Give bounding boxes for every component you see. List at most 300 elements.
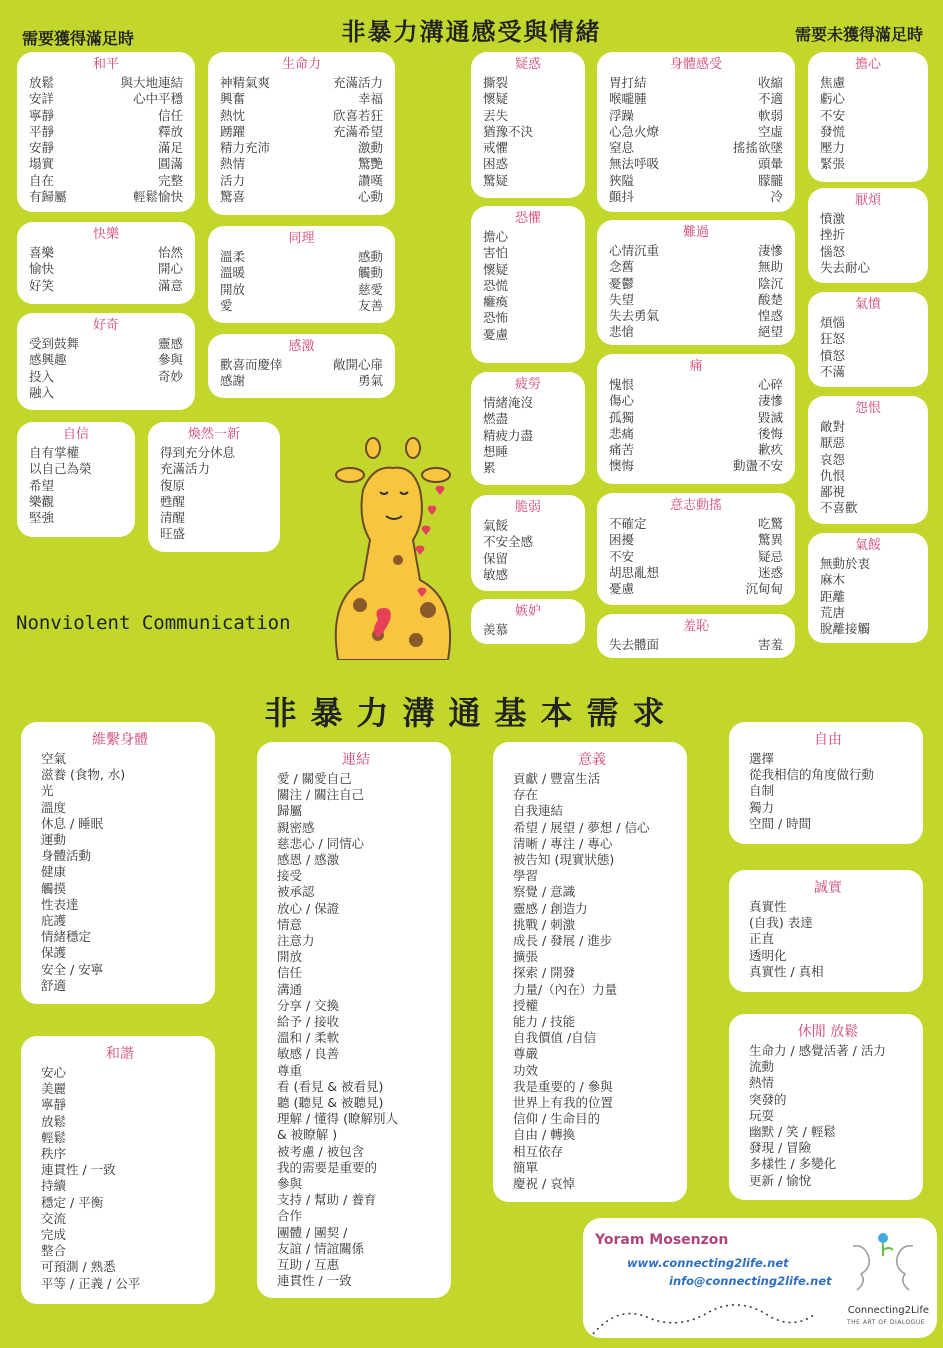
card-annoyed (808, 188, 928, 283)
word-item: 完整 (157, 172, 183, 188)
word-item: 哀怨 (820, 451, 846, 467)
word-item: 連貫性 / 一致 (277, 1273, 352, 1289)
word-item: 不安全感 (483, 534, 534, 550)
word-item: 熱情 (749, 1075, 775, 1091)
card-body (29, 445, 123, 526)
card-title: 維繫身體 (92, 732, 148, 748)
card-title: 痛 (689, 359, 703, 374)
word-item: 懊悔 (609, 458, 635, 474)
word-item: 挫折 (820, 227, 846, 243)
word-item: 毀滅 (757, 409, 783, 425)
word-item: 信任 (277, 965, 303, 981)
word-item: 奇妙 (157, 368, 183, 384)
word-item: 連貫性 / 一致 (41, 1162, 116, 1178)
word-item: 身體活動 (41, 848, 92, 864)
need-leisure (729, 1014, 923, 1200)
card-title: 疲勞 (514, 377, 541, 392)
word-item: 失去體面 (609, 637, 660, 652)
word-item: 孤獨 (609, 409, 635, 425)
word-item: 不確定 (609, 516, 647, 531)
word-item: 情緒淹沒 (483, 395, 534, 410)
card-body (609, 377, 783, 475)
word-item: 荒唐 (820, 604, 846, 620)
word-item: 麻木 (820, 572, 846, 588)
word-item: 能力 / 技能 (513, 1014, 576, 1030)
word-item: 熱情 (220, 156, 246, 172)
card-disheart (808, 533, 928, 643)
card-body (741, 1043, 915, 1189)
card-body (29, 75, 183, 205)
word-item: 希望 / 展望 / 夢想 / 信心 (513, 819, 650, 835)
word-column (158, 245, 183, 294)
card-title: 自由 (814, 732, 842, 748)
word-item: 困擾 (609, 532, 635, 548)
word-item: 鄙視 (820, 484, 846, 500)
word-item: 愛 (220, 297, 233, 313)
word-item: 自我價值 /自信 (513, 1030, 597, 1046)
word-column (333, 75, 383, 205)
word-item: 愛 / 關愛自己 (277, 771, 352, 786)
card-body (820, 556, 916, 637)
word-item: 發慌 (820, 123, 846, 139)
giraffe-icon (336, 438, 450, 660)
word-item: 安全 / 安寧 (41, 961, 104, 977)
word-column (733, 75, 783, 205)
word-item: 保留 (483, 550, 509, 566)
word-item: 軟弱 (757, 107, 783, 123)
word-item: 失去勇氣 (609, 308, 660, 324)
word-item: 敵對 (820, 419, 846, 434)
word-item: 與大地連結 (120, 75, 183, 90)
card-shame (597, 614, 795, 658)
card-title: 厭煩 (854, 193, 881, 208)
word-item: 開放 (220, 281, 246, 297)
card-title: 生命力 (281, 57, 321, 72)
word-item: 不安 (609, 548, 635, 564)
word-item: 感恩 / 感激 (277, 852, 340, 868)
word-item: 注意力 (277, 933, 315, 949)
word-item: 分享 / 交換 (277, 997, 340, 1013)
need-connection (257, 742, 451, 1298)
word-item: 透明化 (749, 947, 787, 963)
word-item: 以自己為榮 (29, 461, 92, 477)
word-item: 興奮 (220, 91, 246, 107)
word-item: 懷疑 (483, 91, 509, 107)
word-item: 輕鬆 (41, 1129, 67, 1145)
card-doubt (471, 52, 585, 198)
word-item: 看 (看見 & 被看見) (277, 1078, 384, 1094)
word-item: 迷惑 (757, 564, 783, 580)
word-item: 傷心 (609, 393, 635, 409)
card-title: 意義 (578, 752, 606, 768)
word-column (277, 771, 398, 1290)
website-link[interactable]: www.connecting2life.net (627, 1256, 789, 1270)
word-item: 功效 (513, 1062, 539, 1078)
card-tired (471, 372, 585, 485)
word-column (820, 556, 870, 637)
word-item: 勇氣 (357, 373, 383, 389)
word-item: 圓滿 (157, 156, 183, 172)
card-title: 脆弱 (514, 500, 541, 515)
word-item: 投入 (29, 368, 55, 384)
word-item: 庇護 (41, 913, 67, 929)
card-body (820, 419, 916, 517)
word-item: 恐怖 (483, 310, 509, 326)
word-item: 踴躍 (220, 123, 246, 139)
word-column (483, 395, 533, 476)
email-link[interactable]: info@connecting2life.net (669, 1274, 832, 1288)
word-column (158, 336, 183, 401)
faces-logo-icon (843, 1226, 923, 1296)
word-item: 團體 / 團契 / (277, 1224, 348, 1240)
word-column (758, 243, 783, 341)
word-item: 自在 (29, 172, 55, 188)
word-item: 觸摸 (41, 880, 67, 896)
word-item: 擔心 (483, 229, 509, 244)
word-item: 喜樂 (29, 245, 55, 260)
word-item: 後悔 (757, 425, 783, 441)
card-body (483, 75, 573, 189)
word-column (820, 419, 858, 517)
word-item: 突發的 (749, 1091, 787, 1107)
word-item: 選擇 (749, 751, 775, 766)
card-fragile (471, 495, 585, 591)
word-item: 授權 (513, 997, 539, 1013)
word-item: 失去耐心 (820, 259, 871, 275)
word-item: 放鬆 (41, 1113, 67, 1129)
card-title: 同理 (288, 231, 315, 246)
author-name: Yoram Mosenzon (595, 1232, 729, 1248)
word-item: 愧恨 (609, 377, 635, 392)
card-body (820, 211, 916, 276)
card-body (483, 622, 573, 638)
word-item: 心碎 (757, 377, 783, 392)
word-item: 融入 (29, 384, 55, 400)
card-title: 誠實 (814, 880, 842, 896)
word-item: 被考慮 / 被包含 (277, 1143, 365, 1159)
word-item: 溫和 / 柔軟 (277, 1030, 340, 1046)
word-item: 淒慘 (757, 393, 783, 409)
word-item: 壓力 (820, 140, 846, 156)
card-title: 擔心 (854, 57, 881, 72)
card-body (741, 899, 915, 980)
card-resent (808, 396, 928, 524)
word-item: 參與 (157, 352, 183, 368)
word-item: 開心 (157, 261, 183, 277)
card-grateful (208, 334, 395, 398)
word-item: 流動 (749, 1059, 775, 1075)
word-item: 羨慕 (483, 622, 509, 637)
word-item: 尊嚴 (513, 1046, 539, 1062)
word-item: 靈感 (157, 336, 183, 351)
word-item: 希望 (29, 477, 55, 493)
word-item: 察覺 / 意識 (513, 884, 576, 900)
word-item: 驚異 (757, 532, 783, 548)
word-item: 猶豫不決 (483, 123, 534, 139)
word-item: 安詳 (29, 91, 55, 107)
word-item: 戒懼 (483, 140, 509, 156)
word-item: 無動於衷 (820, 556, 871, 571)
word-item: 怡然 (157, 245, 183, 260)
word-item: 情意 (277, 916, 303, 932)
card-title: 快樂 (92, 227, 119, 242)
word-item: 放鬆 (29, 75, 55, 90)
word-item: 復原 (160, 477, 186, 493)
word-column (483, 518, 533, 583)
word-item: 理解 / 懂得 (瞭解別人 (277, 1111, 399, 1127)
word-item: 脫離接觸 (820, 621, 871, 637)
word-item: 交流 (41, 1210, 67, 1226)
word-item: 驚疑 (483, 172, 509, 188)
word-item: 挑戰 / 刺激 (513, 916, 576, 932)
word-item: 距離 (820, 588, 846, 604)
card-body (160, 445, 268, 543)
word-item: 神精氣爽 (220, 75, 271, 90)
word-item: 滿意 (157, 277, 183, 293)
word-column (749, 751, 874, 832)
brand-logo: Connecting2Life (847, 1305, 929, 1316)
word-column (220, 357, 283, 390)
word-column (733, 377, 783, 475)
word-item: 滋養 (食物, 水) (41, 767, 126, 783)
word-item: 發現 / 冒險 (749, 1140, 812, 1156)
word-item: 自由 / 轉換 (513, 1127, 576, 1143)
word-item: 無助 (757, 259, 783, 275)
word-item: 憂慮 (609, 581, 635, 597)
word-item: 胡思亂想 (609, 564, 660, 580)
word-item: 受到鼓舞 (29, 336, 80, 351)
word-item: 穩定 / 平衡 (41, 1194, 104, 1210)
word-item: 敞開心扉 (332, 357, 383, 372)
word-item: 互助 / 互惠 (277, 1257, 340, 1273)
word-item: 熱忱 (220, 107, 246, 123)
card-body (483, 229, 573, 343)
word-item: 親密感 (277, 819, 315, 835)
card-title: 感激 (288, 339, 315, 354)
word-column (29, 445, 92, 526)
word-item: 虧心 (820, 91, 846, 107)
word-item: 自制 (749, 783, 775, 799)
word-item: 有歸屬 (29, 189, 67, 205)
card-peace (17, 52, 195, 212)
card-title: 難過 (682, 225, 709, 240)
word-item: 動盪不安 (732, 458, 783, 474)
word-item: 持續 (41, 1178, 67, 1194)
word-item: 收縮 (757, 75, 783, 90)
card-worry (808, 52, 928, 182)
word-column (745, 516, 783, 597)
word-item: 絕望 (757, 324, 783, 340)
word-item: 給予 / 接收 (277, 1014, 340, 1030)
word-item: 玩耍 (749, 1107, 775, 1123)
word-item: 真實性 (749, 899, 787, 914)
word-item: 厭惡 (820, 435, 846, 451)
word-item: 保護 (41, 945, 67, 961)
need-integrity (729, 870, 923, 992)
word-item: 悲痛 (609, 425, 635, 441)
word-column (483, 229, 508, 343)
word-item: 好笑 (29, 277, 55, 293)
word-column (160, 445, 235, 543)
word-item: 沉甸甸 (745, 581, 783, 597)
word-item: 幽默 / 笑 / 輕鬆 (749, 1124, 836, 1140)
nvc-label: Nonviolent Communication (16, 612, 291, 634)
word-item: 靈感 / 創造力 (513, 900, 588, 916)
word-item: 歉疚 (757, 442, 783, 458)
footer-card (583, 1218, 937, 1338)
word-column (609, 243, 659, 341)
word-item: & 被瞭解 ) (277, 1127, 338, 1143)
card-title: 自信 (62, 427, 89, 442)
card-title: 氣憤 (854, 297, 881, 312)
word-column (513, 771, 649, 1192)
word-item: 胃打結 (609, 75, 647, 90)
card-body (820, 75, 916, 173)
word-item: 充滿希望 (332, 123, 383, 139)
word-column (29, 245, 54, 294)
word-item: 真實性 / 真相 (749, 963, 824, 979)
card-body (741, 751, 915, 832)
word-item: 關注 / 關注自己 (277, 787, 365, 803)
word-column (220, 75, 270, 205)
word-item: 力量/（內在）力量 (513, 981, 618, 997)
word-item: 信仰 / 生命目的 (513, 1111, 601, 1127)
word-column (609, 516, 659, 597)
word-item: 從我相信的角度做行動 (749, 767, 875, 783)
word-item: 得到充分休息 (160, 445, 236, 460)
word-item: 氣餒 (483, 518, 509, 533)
word-item: 學習 (513, 868, 539, 884)
word-item: 癱瘓 (483, 294, 509, 310)
word-item: 失望 (609, 291, 635, 307)
word-item: 我的需要是重要的 (277, 1159, 378, 1175)
card-body (29, 336, 183, 401)
word-item: 敏感 / 良善 (277, 1046, 340, 1062)
word-item: 成長 / 發展 / 進步 (513, 933, 613, 949)
word-item: 頭暈 (757, 156, 783, 172)
word-item: 被告知 (現實狀態) (513, 852, 615, 868)
card-body (609, 75, 783, 205)
word-item: 活力 (220, 172, 246, 188)
word-item: 歡喜而慶倖 (220, 357, 283, 372)
word-item: 愉快 (29, 261, 55, 277)
word-item: 多樣性 / 多變化 (749, 1156, 837, 1172)
word-column (483, 622, 508, 638)
word-item: 不喜歡 (820, 500, 858, 516)
card-title: 嫉妒 (514, 604, 541, 619)
word-item: 感動 (357, 249, 383, 264)
card-curious (17, 313, 195, 410)
word-item: (自我) 表達 (749, 915, 813, 931)
word-item: 整合 (41, 1243, 67, 1259)
word-item: 惱怒 (820, 243, 846, 259)
card-body (597, 52, 795, 212)
word-item: 樂觀 (29, 493, 55, 509)
word-item: 獨力 (749, 799, 775, 815)
giraffe-illustration (318, 430, 468, 660)
card-title: 恐懼 (514, 211, 541, 226)
word-item: 緊張 (820, 156, 846, 172)
word-item: 朦朧 (757, 172, 783, 188)
word-item: 不安 (820, 107, 846, 123)
word-column (120, 75, 183, 205)
word-item: 溝通 (277, 981, 303, 997)
word-item: 心中平穩 (132, 91, 183, 107)
card-title: 羞恥 (682, 619, 709, 634)
word-item: 丟失 (483, 107, 509, 123)
word-item: 舒適 (41, 977, 67, 993)
word-item: 美麗 (41, 1081, 67, 1097)
word-item: 感謝 (220, 373, 246, 389)
word-item: 健康 (41, 864, 67, 880)
dotted-path-icon (589, 1294, 819, 1338)
word-item: 驚艷 (357, 156, 383, 172)
card-body (609, 637, 783, 653)
word-item: 平等 / 正義 / 公平 (41, 1275, 141, 1291)
word-item: 參與 (277, 1176, 303, 1192)
card-title: 好奇 (92, 318, 119, 333)
card-pain (597, 354, 795, 484)
word-item: 探索 / 開發 (513, 965, 576, 981)
card-body (33, 1065, 207, 1292)
card-title: 休閒 放鬆 (797, 1024, 859, 1040)
word-item: 支持 / 幫助 / 養育 (277, 1192, 377, 1208)
word-item: 煩惱 (820, 315, 846, 330)
card-empathy (208, 226, 395, 323)
word-item: 更新 / 愉悅 (749, 1172, 812, 1188)
card-body (609, 516, 783, 597)
card-fear (471, 206, 585, 363)
needs-title: 非暴力溝通基本需求 (264, 694, 679, 732)
card-body (29, 245, 183, 294)
card-body (269, 771, 443, 1290)
feelings-title: 非暴力溝通感受與情緒 (341, 18, 602, 46)
word-column (220, 249, 245, 314)
word-item: 溫暖 (220, 265, 246, 281)
need-physical (21, 722, 215, 1004)
need-meaning (493, 742, 687, 1202)
word-item: 累 (483, 460, 496, 476)
card-title: 意志動搖 (669, 498, 722, 513)
word-item: 焦慮 (820, 75, 846, 90)
word-item: 搖搖欲墜 (732, 140, 783, 156)
card-title: 煥然一新 (187, 427, 240, 442)
word-item: 恐慌 (483, 277, 509, 293)
card-joy (17, 222, 195, 304)
word-item: 平靜 (29, 123, 55, 139)
word-item: 可預測 / 熟悉 (41, 1259, 116, 1275)
word-item: 害羞 (757, 637, 783, 652)
word-item: 無法呼吸 (609, 156, 660, 172)
card-title: 氣餒 (854, 538, 881, 553)
word-item: 秩序 (41, 1146, 67, 1162)
word-item: 仇恨 (820, 467, 846, 483)
word-column (29, 75, 67, 205)
word-item: 生命力 / 感覺活著 / 活力 (749, 1043, 886, 1058)
word-item: 友善 (357, 297, 383, 313)
word-item: 顫抖 (609, 189, 635, 205)
card-body (220, 75, 383, 205)
word-item: 存在 (513, 787, 539, 803)
word-item: 慈悲心 / 同情心 (277, 835, 365, 851)
word-item: 淒慘 (757, 243, 783, 258)
word-item: 幸福 (357, 91, 383, 107)
word-item: 休息 / 睡眠 (41, 815, 104, 831)
word-item: 敏感 (483, 566, 509, 582)
word-item: 慶祝 / 哀悼 (513, 1176, 576, 1192)
word-item: 放心 / 保證 (277, 900, 340, 916)
word-item: 貢獻 / 豐富生活 (513, 771, 601, 786)
